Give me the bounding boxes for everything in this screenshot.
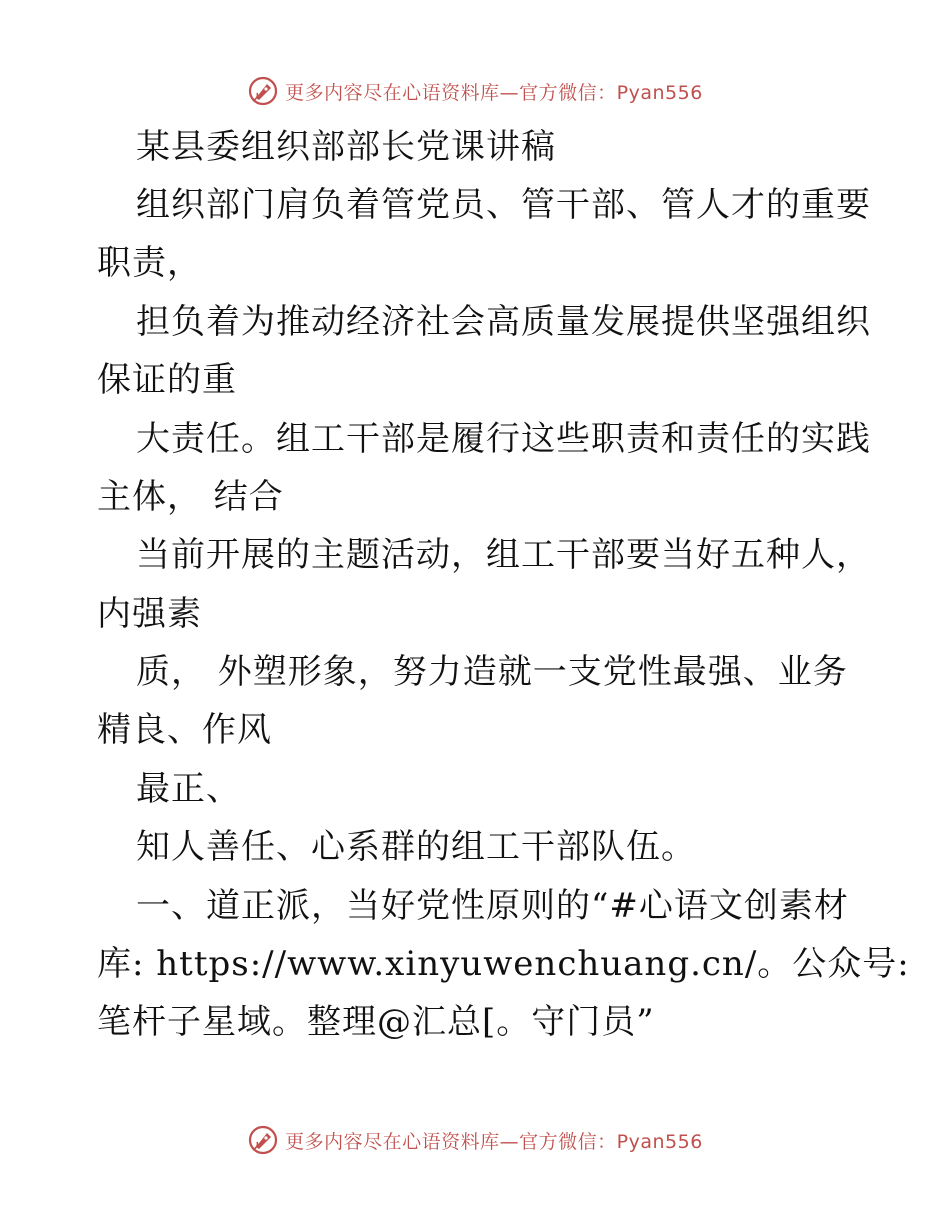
header-banner (0, 74, 950, 108)
document-line: 最正、 (136, 769, 241, 809)
document-line: 知人善任、心系群的组工干部队伍。 (136, 827, 696, 867)
footer-banner (0, 1123, 950, 1157)
pen-nib-logo-icon (247, 1124, 279, 1156)
document-line: 一、道正派，当好党性原则的“#心语文创素材 (136, 886, 849, 926)
document-line: 内强素 (97, 594, 202, 634)
document-line: 库: https://www.xinyuwenchuang.cn/。公众号: (97, 944, 910, 984)
document-line: 职责， (97, 243, 202, 283)
footer-banner-text: 更多内容尽在心语资料库—官方微信：Pyan556 (285, 1130, 703, 1153)
pen-nib-logo-icon (247, 75, 279, 107)
document-line: 大责任。组工干部是履行这些职责和责任的实践 (136, 419, 871, 459)
document-line: 主体， 结合 (97, 477, 284, 517)
document-line: 质， 外塑形象，努力造就一支党性最强、业务 (136, 652, 848, 692)
document-line: 笔杆子星域。整理@汇总[。守门员” (97, 1002, 655, 1042)
header-banner-text: 更多内容尽在心语资料库—官方微信：Pyan556 (285, 81, 703, 104)
document-line: 保证的重 (97, 360, 237, 400)
document-title: 某县委组织部部长党课讲稿 (136, 127, 556, 167)
document-line: 组织部门肩负着管党员、管干部、管人才的重要 (136, 185, 871, 225)
document-line: 担负着为推动经济社会高质量发展提供坚强组织 (136, 302, 871, 342)
document-line: 精良、作风 (97, 710, 272, 750)
document-line: 当前开展的主题活动，组工干部要当好五种人， (136, 535, 871, 575)
